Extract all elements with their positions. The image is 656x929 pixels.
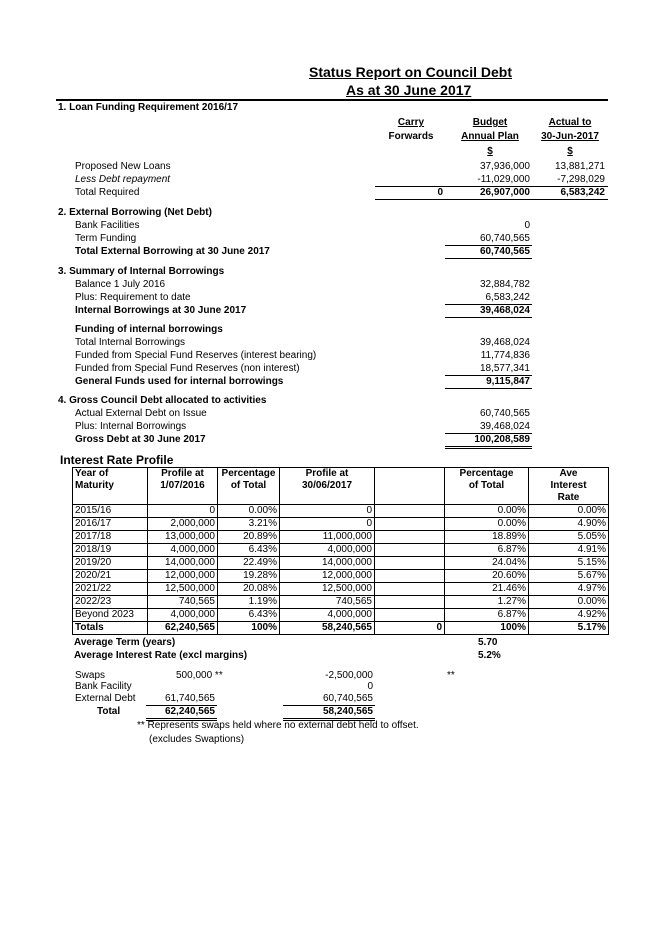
- budget-dollar: $: [487, 146, 493, 157]
- swaps-start-value: 500,000 **: [176, 670, 223, 681]
- header-pct-end: Percentage of Total: [445, 468, 529, 505]
- col-carry-label: Carry: [397, 117, 425, 128]
- avg-term-value: 5.70: [478, 637, 498, 648]
- interest-rate-table: [72, 467, 609, 635]
- col-actual-label-2: 30-Jun-2017: [541, 131, 599, 142]
- row-value: 0: [524, 220, 530, 231]
- header-ave-rate: Ave Interest Rate: [529, 468, 609, 505]
- bank-facility-end-value: 0: [367, 681, 373, 692]
- table-row: 2020/21 12,000,000 19.28% 12,000,000 20.60% 5.67%: [73, 570, 609, 583]
- actual-value: 13,881,271: [554, 161, 605, 172]
- budget-value: 26,907,000: [479, 187, 530, 198]
- row-value: 60,740,565: [479, 408, 530, 419]
- row-value: 39,468,024: [479, 305, 530, 316]
- irp-heading: Interest Rate Profile: [60, 453, 174, 467]
- avg-term-label: Average Term (years): [74, 637, 176, 648]
- row-label: Actual External Debt on Issue: [75, 408, 207, 419]
- external-debt-start-value: 61,740,565: [164, 693, 215, 704]
- col-actual-label: Actual to: [548, 117, 592, 128]
- row-value: 60,740,565: [479, 246, 530, 257]
- header-blank: [375, 468, 445, 505]
- subtotal-rule-double: [445, 448, 532, 449]
- bank-facility-label: Bank Facility: [75, 681, 132, 692]
- section-4-heading: 4. Gross Council Debt allocated to activities: [58, 395, 267, 406]
- row-label: Less Debt repayment: [75, 174, 171, 185]
- col-budget-label: Budget: [472, 117, 508, 128]
- totals-row: Totals 62,240,565 100% 58,240,565 0 100% 5.17%: [73, 622, 609, 635]
- col-carry-label-2: Forwards: [388, 131, 434, 142]
- actual-value: 6,583,242: [560, 187, 605, 198]
- budget-value: 37,936,000: [479, 161, 530, 172]
- section-1-heading: 1. Loan Funding Requirement 2016/17: [58, 102, 239, 113]
- row-label: Bank Facilities: [75, 220, 140, 231]
- external-debt-end-value: 60,740,565: [322, 693, 373, 704]
- title-rule: [56, 99, 608, 101]
- swaps-label: Swaps: [75, 670, 106, 681]
- subtotal-rule: [445, 317, 532, 318]
- row-label: Proposed New Loans: [75, 161, 171, 172]
- table-row: 2018/19 4,000,000 6.43% 4,000,000 6.87% 4.91%: [73, 544, 609, 557]
- row-label: Funded from Special Fund Reserves (interest bearing): [75, 350, 317, 361]
- swaps-total-label: Total: [97, 706, 121, 717]
- table-row: 2019/20 14,000,000 22.49% 14,000,000 24.04% 5.15%: [73, 557, 609, 570]
- section-3-heading: 3. Summary of Internal Borrowings: [58, 266, 225, 277]
- swaps-total-rule-bottom: [146, 718, 217, 719]
- row-label: General Funds used for internal borrowings: [75, 376, 284, 387]
- row-value: 11,774,836: [480, 350, 530, 361]
- subtotal-rule: [445, 258, 532, 259]
- row-value: 100,208,589: [474, 434, 530, 445]
- actual-value: -7,298,029: [557, 174, 605, 185]
- row-value: 39,468,024: [479, 421, 530, 432]
- subtotal-rule: [445, 388, 532, 389]
- header-profile-end: Profile at 30/06/2017: [280, 468, 375, 505]
- row-value: 60,740,565: [479, 233, 530, 244]
- table-row: 2021/22 12,500,000 20.08% 12,500,000 21.46% 4.97%: [73, 583, 609, 596]
- subtotal-rule: [445, 446, 532, 447]
- table-row: Beyond 2023 4,000,000 6.43% 4,000,000 6.87% 4.92%: [73, 609, 609, 622]
- header-profile-start: Profile at 1/07/2016: [148, 468, 218, 505]
- row-value: 6,583,242: [485, 292, 530, 303]
- row-label: Total External Borrowing at 30 June 2017: [75, 246, 270, 257]
- table-row: 2017/18 13,000,000 20.89% 11,000,000 18.89% 5.05%: [73, 531, 609, 544]
- row-value: 32,884,782: [479, 279, 530, 290]
- table-row: 2015/16 0 0.00% 0 0.00% 0.00%: [73, 505, 609, 518]
- row-label: Total Required: [75, 187, 140, 198]
- table-header-row: [73, 468, 609, 505]
- row-value: 39,468,024: [479, 337, 530, 348]
- row-value: 18,577,341: [479, 363, 530, 374]
- table-row: 2022/23 740,565 1.19% 740,565 1.27% 0.00%: [73, 596, 609, 609]
- swaps-total-start-value: 62,240,565: [164, 706, 215, 717]
- table-row: 2016/17 2,000,000 3.21% 0 0.00% 4.90%: [73, 518, 609, 531]
- row-value: 9,115,847: [486, 376, 530, 387]
- row-label: Plus: Requirement to date: [75, 292, 191, 303]
- actual-dollar: $: [567, 146, 573, 157]
- col-budget-label-2: Annual Plan: [461, 131, 519, 142]
- carry-value: 0: [437, 187, 443, 198]
- header-pct-start: Percentage of Total: [218, 468, 280, 505]
- swaps-total-rule-bottom: [283, 718, 375, 719]
- row-label: Funded from Special Fund Reserves (non interest): [75, 363, 300, 374]
- funding-heading: Funding of internal borrowings: [75, 324, 223, 335]
- row-label: Term Funding: [75, 233, 137, 244]
- page-subtitle: As at 30 June 2017: [346, 82, 472, 98]
- header-year: Year of Maturity: [73, 468, 148, 505]
- footnote-line-1: ** Represents swaps held where no external debt held to offset.: [137, 720, 419, 731]
- row-label: Balance 1 July 2016: [75, 279, 166, 290]
- avg-rate-label: Average Interest Rate (excl margins): [74, 650, 248, 661]
- swaps-total-end-value: 58,240,565: [322, 706, 373, 717]
- row-label: Internal Borrowings at 30 June 2017: [75, 305, 247, 316]
- section-2-heading: 2. External Borrowing (Net Debt): [58, 207, 212, 218]
- external-debt-label: External Debt: [75, 693, 136, 704]
- swaps-note-marker: **: [447, 670, 455, 681]
- row-label: Plus: Internal Borrowings: [75, 421, 187, 432]
- budget-value: -11,029,000: [477, 174, 530, 185]
- avg-rate-value: 5.2%: [478, 650, 501, 661]
- total-rule-bottom: [375, 199, 608, 200]
- page-title: Status Report on Council Debt: [309, 64, 512, 80]
- swaps-end-value: -2,500,000: [325, 670, 373, 681]
- row-label: Total Internal Borrowings: [75, 337, 186, 348]
- footnote-line-2: (excludes Swaptions): [149, 734, 245, 745]
- row-label: Gross Debt at 30 June 2017: [75, 434, 206, 445]
